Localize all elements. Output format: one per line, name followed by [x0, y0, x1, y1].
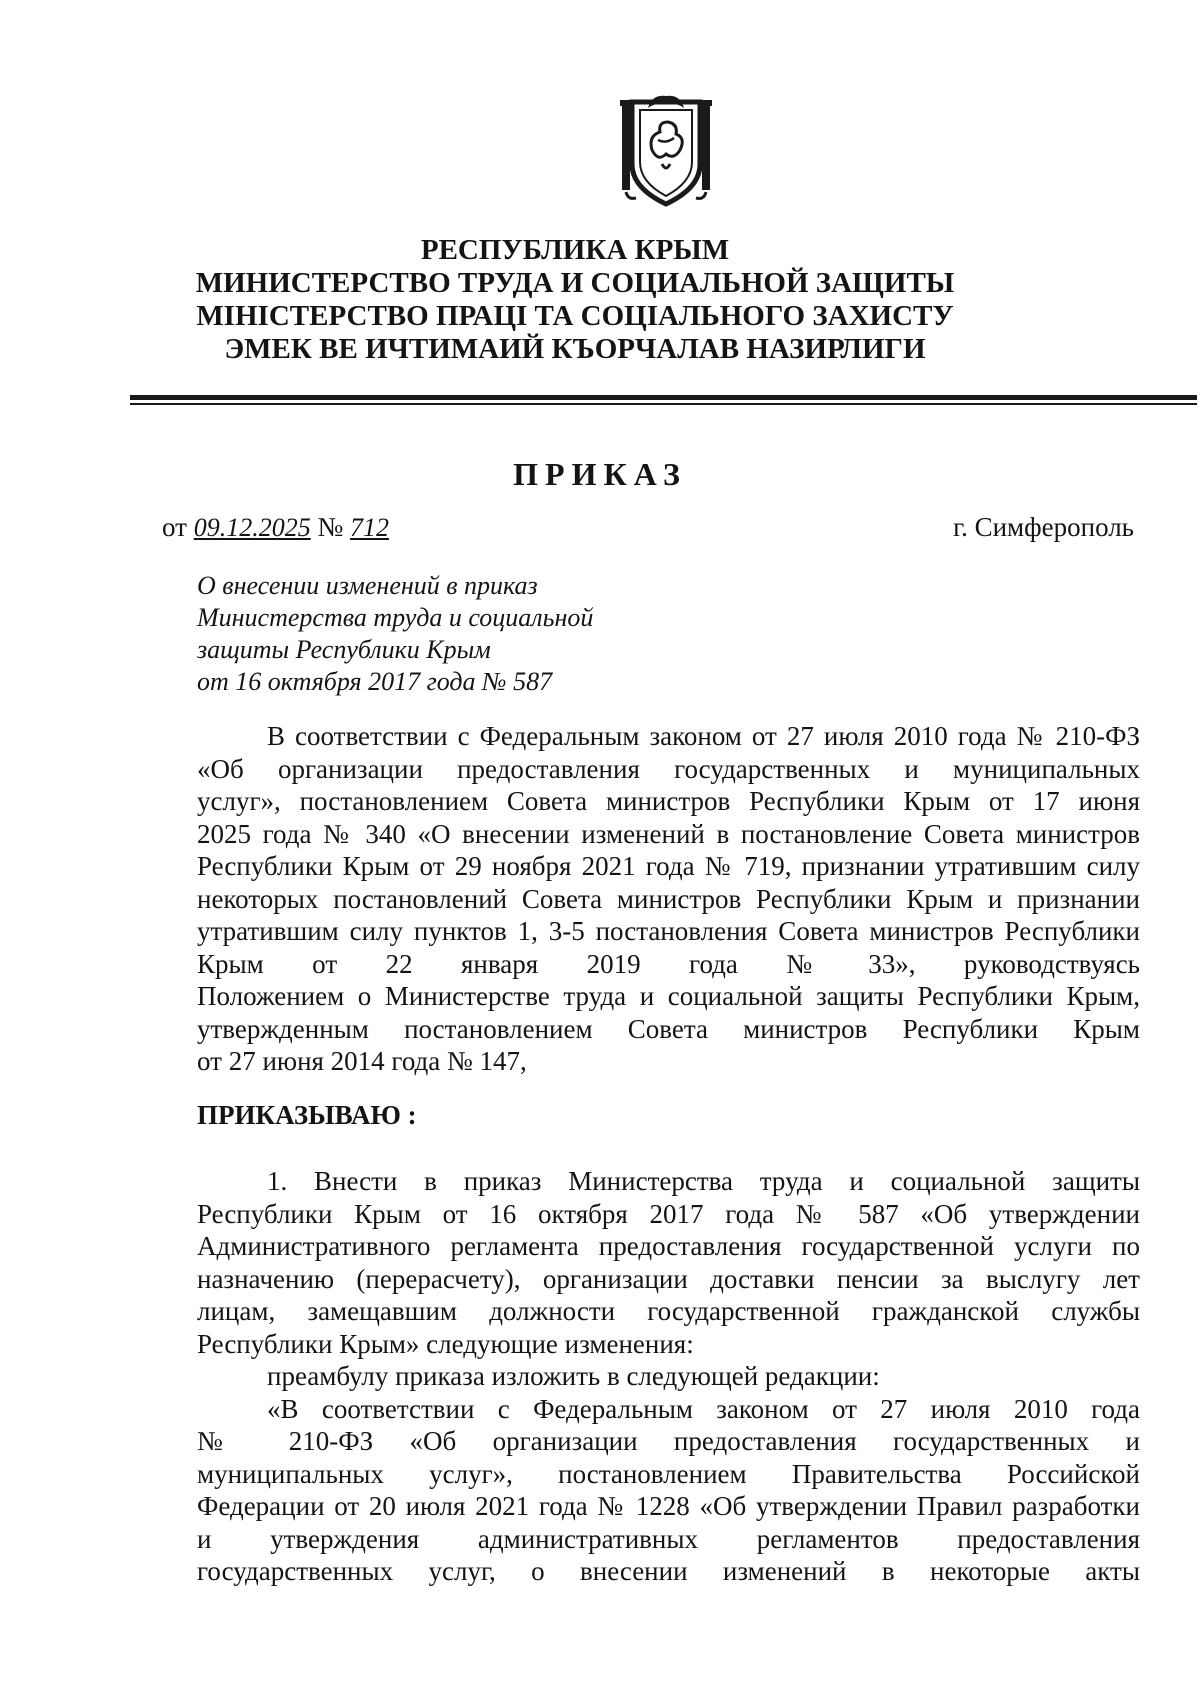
text-line: Положением о Министерстве труда и социальной защиты Республики Крым,	[197, 981, 1140, 1011]
number-label: №	[317, 512, 344, 542]
order-date: 09.12.2025	[193, 513, 311, 542]
text-line: Федерации от 20 июля 2021 года № 1228 «Об утверждении Правил разработки	[197, 1491, 1140, 1521]
text-line: лицам, замещавшим должности государственной гражданской службы	[197, 1296, 1140, 1326]
text-line: и утверждения административных регламентов предоставления	[197, 1523, 1140, 1554]
header-line-ministry-uk: МІНІСТЕРСТВО ПРАЦІ ТА СОЦІАЛЬНОГО ЗАХИСТУ	[196, 300, 954, 332]
crimea-coat-of-arms-icon	[618, 92, 714, 208]
header-line-republic: РЕСПУБЛИКА КРЫМ	[420, 234, 730, 266]
text-line: государственных услуг, о внесении изменений в некоторые акты	[197, 1556, 1140, 1586]
document-title: ПРИКАЗ	[513, 456, 687, 492]
text-line: 1. Внести в приказ Министерства труда и социальной защиты	[267, 1166, 1140, 1196]
decree-heading: ПРИКАЗЫВАЮ :	[197, 1100, 417, 1130]
preamble-paragraph	[197, 720, 1140, 1078]
text-line: В соответствии с Федеральным законом от 27 июля 2010 года № 210-ФЗ	[267, 721, 1140, 751]
text-line: муниципальных услуг», постановлением Правительства Российской	[197, 1458, 1140, 1489]
text-line: «В соответствии с Федеральным законом от 27 июля 2010 года	[267, 1393, 1140, 1424]
text-line: Административного регламента предоставления государственной услуги по	[197, 1231, 1140, 1261]
header-divider-thin	[130, 403, 1197, 405]
text-line: от 27 июня 2014 года № 147,	[197, 1046, 527, 1076]
from-label: от	[162, 512, 187, 542]
order-subject	[197, 570, 717, 698]
order-date-number	[162, 512, 389, 543]
text-line: Республики Крым» следующие изменения:	[197, 1328, 694, 1359]
subject-line: Министерства труда и социальной	[197, 603, 594, 632]
header-line-ministry-crh: ЭМЕК ВЕ ИЧТИМАИЙ КЪОРЧАЛАВ НАЗИРЛИГИ	[224, 333, 926, 365]
text-line: 2025 года № 340 «О внесении изменений в постановление Совета министров	[197, 818, 1140, 849]
text-line: назначению (перерасчету), организации доставки пенсии за выслугу лет	[197, 1263, 1140, 1294]
text-line: утвержденным постановлением Совета министров Республики Крым	[197, 1013, 1140, 1044]
text-line: утратившим силу пунктов 1, 3-5 постановления Совета министров Республики	[197, 916, 1140, 946]
text-line: некоторых постановлений Совета министров Республики Крым и признании	[197, 883, 1140, 914]
ministry-header	[195, 234, 955, 366]
item-1-paragraph	[197, 1165, 1140, 1588]
order-number: 712	[349, 513, 389, 542]
text-line: Республики Крым от 16 октября 2017 года № 587 «Об утверждении	[197, 1198, 1140, 1229]
text-line: услуг», постановлением Совета министров Республики Крым от 17 июня	[197, 786, 1140, 816]
header-divider-thick	[130, 395, 1197, 400]
subject-line: О внесении изменений в приказ	[197, 571, 538, 600]
header-line-ministry-ru: МИНИСТЕРСТВО ТРУДА И СОЦИАЛЬНОЙ ЗАЩИТЫ	[195, 267, 955, 299]
text-line: Крым от 22 января 2019 года № 33», руководствуясь	[197, 948, 1140, 979]
text-line: преамбулу приказа изложить в следующей редакции:	[267, 1361, 880, 1391]
text-line: «Об организации предоставления государственных и муниципальных	[197, 753, 1140, 784]
subject-line: защиты Республики Крым	[197, 635, 491, 664]
order-city: г. Симферополь	[953, 512, 1134, 542]
subject-line: от 16 октября 2017 года № 587	[197, 667, 553, 696]
text-line: № 210-ФЗ «Об организации предоставления государственных и	[197, 1426, 1140, 1456]
text-line: Республики Крым от 29 ноября 2021 года № 719, признании утратившим силу	[197, 851, 1140, 881]
